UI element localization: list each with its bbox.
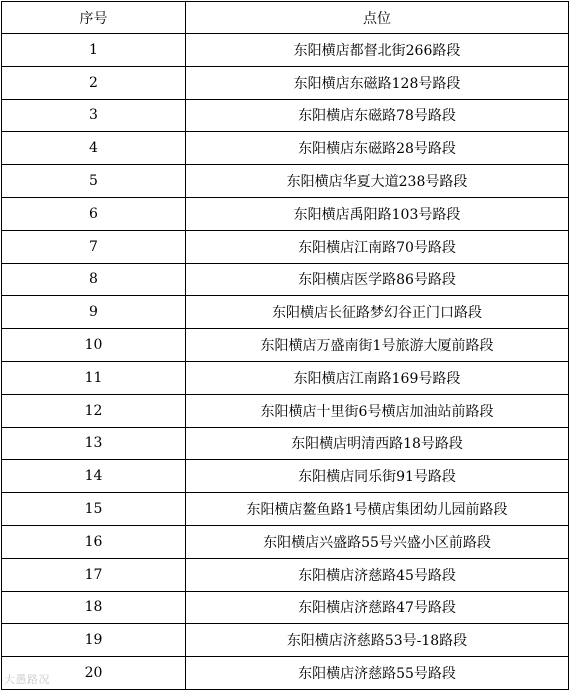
table-row	[2, 165, 569, 198]
row-index-cell: 20	[2, 657, 186, 690]
row-index-cell: 13	[2, 427, 186, 460]
row-location-cell: 东阳横店东磁路78号路段	[186, 99, 569, 132]
row-index-cell: 17	[2, 558, 186, 591]
row-location-cell: 东阳横店医学路86号路段	[186, 263, 569, 296]
row-index-cell: 7	[2, 230, 186, 263]
header-index: 序号	[2, 2, 186, 34]
table-row	[2, 558, 569, 591]
row-index-cell: 5	[2, 165, 186, 198]
table-header-row	[2, 2, 569, 34]
row-index-cell: 18	[2, 591, 186, 624]
row-index-cell: 9	[2, 296, 186, 329]
table-row	[2, 296, 569, 329]
row-index-cell: 3	[2, 99, 186, 132]
watermark: 大愚路况	[4, 673, 50, 686]
table-row	[2, 394, 569, 427]
row-location-cell: 东阳横店十里街6号横店加油站前路段	[186, 394, 569, 427]
row-index-cell: 19	[2, 624, 186, 657]
row-index-cell: 10	[2, 329, 186, 362]
table-row	[2, 197, 569, 230]
table-row	[2, 591, 569, 624]
row-location-cell: 东阳横店东磁路128号路段	[186, 66, 569, 99]
row-index-cell: 2	[2, 66, 186, 99]
table-row	[2, 361, 569, 394]
row-location-cell: 东阳横店万盛南街1号旅游大厦前路段	[186, 329, 569, 362]
table-row	[2, 99, 569, 132]
table-row	[2, 230, 569, 263]
header-location: 点位	[186, 2, 569, 34]
row-location-cell: 东阳横店都督北街266路段	[186, 34, 569, 67]
row-location-cell: 东阳横店济慈路45号路段	[186, 558, 569, 591]
table-row	[2, 34, 569, 67]
row-index-cell: 4	[2, 132, 186, 165]
table-row	[2, 657, 569, 690]
table-row	[2, 624, 569, 657]
table-row	[2, 329, 569, 362]
row-location-cell: 东阳横店济慈路53号-18路段	[186, 624, 569, 657]
location-table	[1, 1, 569, 690]
row-location-cell: 东阳横店兴盛路55号兴盛小区前路段	[186, 525, 569, 558]
table-row	[2, 427, 569, 460]
row-location-cell: 东阳横店济慈路47号路段	[186, 591, 569, 624]
row-location-cell: 东阳横店江南路169号路段	[186, 361, 569, 394]
row-location-cell: 东阳横店济慈路55号路段	[186, 657, 569, 690]
table-row	[2, 66, 569, 99]
row-location-cell: 东阳横店华夏大道238号路段	[186, 165, 569, 198]
table-row	[2, 132, 569, 165]
table-row	[2, 525, 569, 558]
table-row	[2, 493, 569, 526]
row-location-cell: 东阳横店东磁路28号路段	[186, 132, 569, 165]
row-location-cell: 东阳横店明清西路18号路段	[186, 427, 569, 460]
row-index-cell: 8	[2, 263, 186, 296]
row-location-cell: 东阳横店禹阳路103号路段	[186, 197, 569, 230]
table-row	[2, 460, 569, 493]
row-index-cell: 14	[2, 460, 186, 493]
row-index-cell: 1	[2, 34, 186, 67]
row-index-cell: 15	[2, 493, 186, 526]
row-location-cell: 东阳横店江南路70号路段	[186, 230, 569, 263]
row-location-cell: 东阳横店同乐街91号路段	[186, 460, 569, 493]
row-index-cell: 12	[2, 394, 186, 427]
table-row	[2, 263, 569, 296]
row-index-cell: 6	[2, 197, 186, 230]
row-index-cell: 16	[2, 525, 186, 558]
row-location-cell: 东阳横店长征路梦幻谷正门口路段	[186, 296, 569, 329]
row-index-cell: 11	[2, 361, 186, 394]
table-body	[2, 34, 569, 690]
row-location-cell: 东阳横店鳌鱼路1号横店集团幼儿园前路段	[186, 493, 569, 526]
